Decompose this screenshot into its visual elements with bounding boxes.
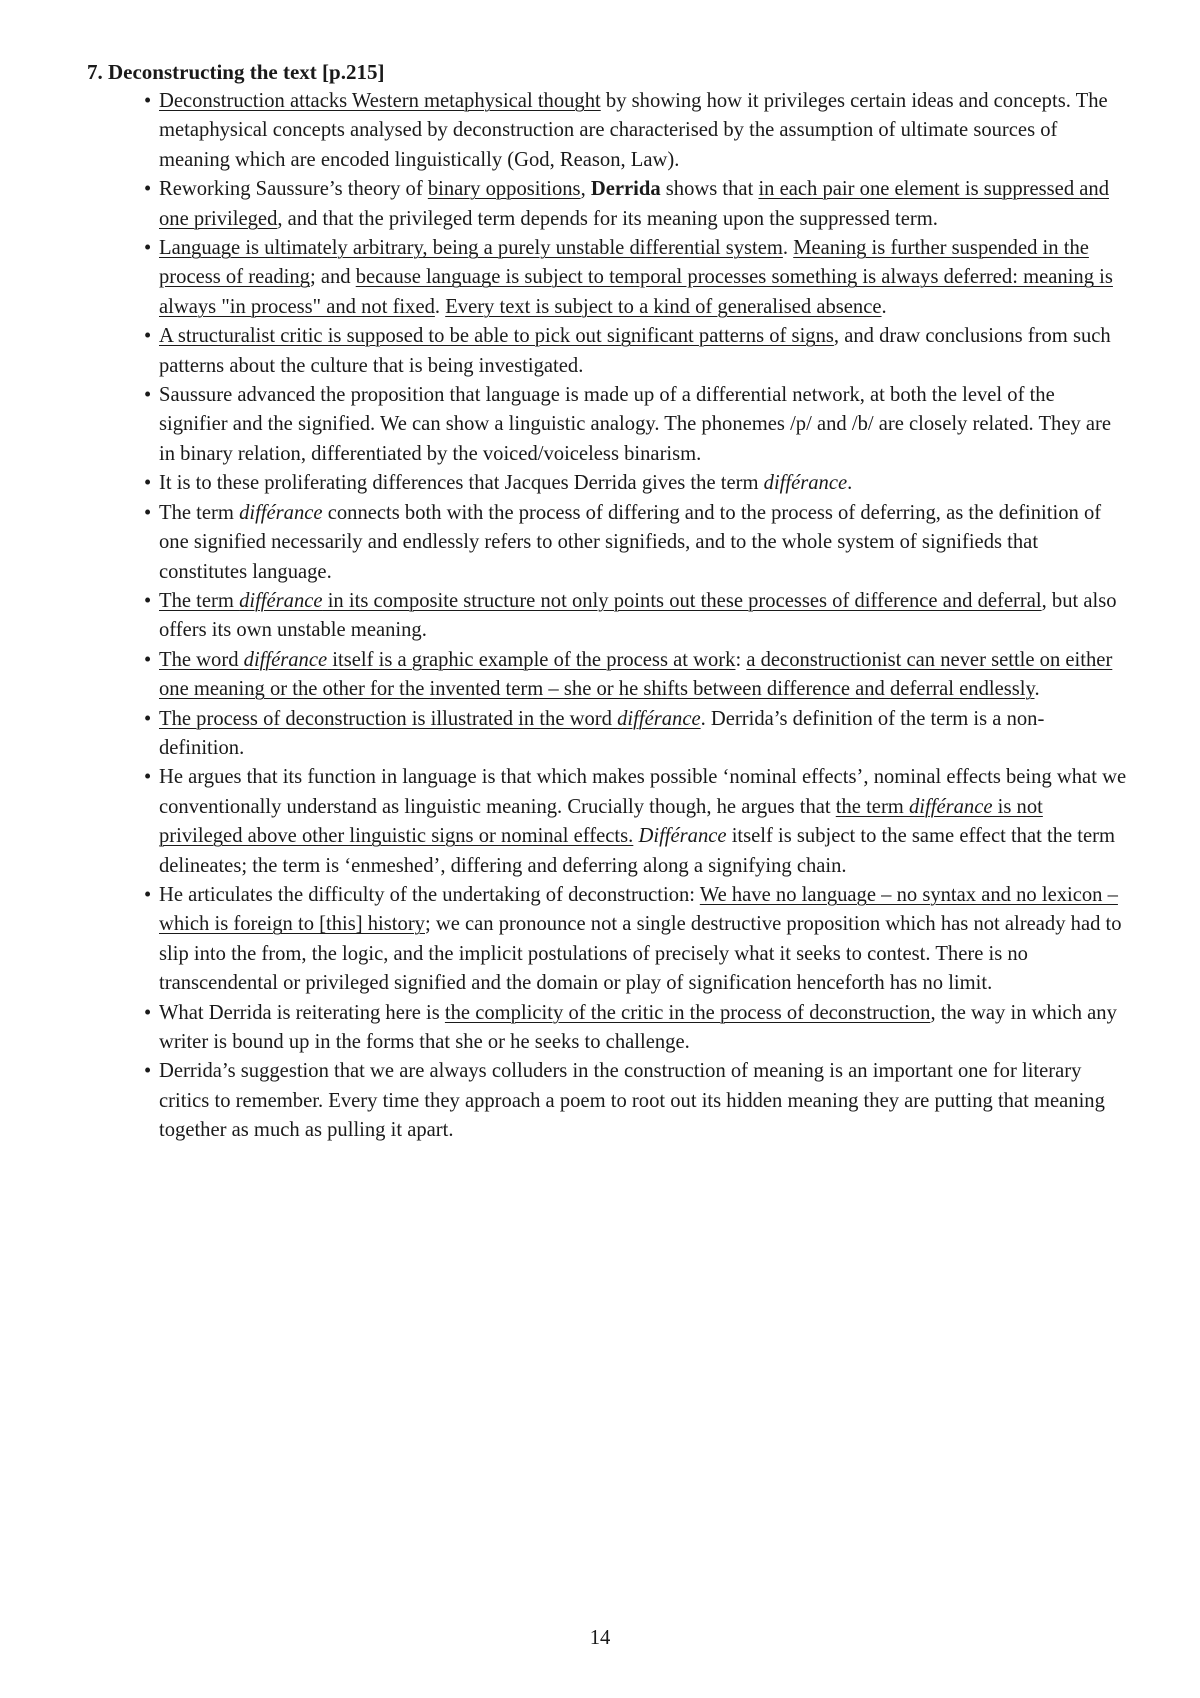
text-segment: He articulates the difficulty of the undertaking of deconstruction: xyxy=(159,883,700,906)
text-segment: , xyxy=(580,178,591,201)
text-segment: Derrida’s suggestion that we are always colluders in the construction of meaning is an important one for literary critics to remember. Every time they approach a poem to root out its hidden meaning they are putting that meaning together as much as pulling it apart. xyxy=(159,1060,1105,1142)
page-number: 14 xyxy=(589,1627,611,1649)
bullet-item xyxy=(87,705,1127,764)
text-segment: . xyxy=(847,472,853,495)
underlined-text: différance xyxy=(239,589,323,612)
bullet-list xyxy=(87,87,1127,1146)
bullet-marker: • xyxy=(144,1001,152,1024)
bullet-marker: • xyxy=(144,648,152,671)
text-segment: . Derrida’s definition of the term is a non-definition. xyxy=(159,707,1045,759)
text-segment: Saussure advanced the proposition that language is made up of a differential network, at both the level of the signifier and the signified. We can show a linguistic analogy. The phonemes /p/ and /b/ are closely related. They are in binary relation, differentiated by the voiced/voiceless binarism. xyxy=(159,384,1112,465)
underlined-text: The process of deconstruction is illustrated in the word xyxy=(159,707,618,730)
underlined-text: in each pair one element is suppressed and one privileged xyxy=(159,178,1109,230)
italic-text: Différance xyxy=(638,825,727,848)
bullet-item xyxy=(87,381,1127,469)
bullet-marker: • xyxy=(144,707,152,730)
bullet-marker: • xyxy=(144,766,152,789)
bullet-marker: • xyxy=(144,589,152,612)
bullet-item xyxy=(87,234,1127,322)
underlined-text: is not privileged above other linguistic signs or nominal effects. xyxy=(159,795,1043,848)
underlined-text: différance xyxy=(908,795,993,818)
text-segment: It is to these proliferating differences that Jacques Derrida gives the term xyxy=(159,472,764,495)
bullet-marker: • xyxy=(144,237,152,260)
bullet-item xyxy=(87,322,1127,381)
bullet-marker: • xyxy=(144,1060,152,1083)
text-segment: He argues that its function in language is that which makes possible ‘nominal effects’, nominal effects being what we conventionally understand as linguistic meaning. Crucially though, he argues that xyxy=(159,766,1127,818)
text-segment: Reworking Saussure’s theory of xyxy=(159,178,428,201)
bullet-item xyxy=(87,999,1127,1058)
underlined-text: We have no language – no syntax and no lexicon – which is foreign to [this] history xyxy=(159,883,1118,936)
text-segment: , the way in which any writer is bound up in the forms that she or he seeks to challenge. xyxy=(159,1001,1117,1053)
bullet-item xyxy=(87,1057,1127,1145)
bullet-marker: • xyxy=(144,178,152,201)
bullet-item xyxy=(87,646,1127,705)
bullet-marker: • xyxy=(144,384,152,407)
text-segment: , and that the privileged term depends for its meaning upon the suppressed term. xyxy=(277,207,938,230)
underlined-text: Every text is subject to a kind of generalised absence xyxy=(445,295,882,318)
bullet-marker: • xyxy=(144,883,152,906)
bullet-item xyxy=(87,881,1127,999)
text-segment: , and draw conclusions from such patterns about the culture that is being investigated. xyxy=(159,325,1111,377)
text-segment: The term xyxy=(159,501,240,524)
bullet-item xyxy=(87,763,1127,881)
underlined-text: binary oppositions xyxy=(427,178,581,201)
underlined-text: the complicity of the critic in the process of deconstruction xyxy=(444,1001,931,1024)
bullet-marker: • xyxy=(144,501,152,524)
document-body xyxy=(87,58,1127,1146)
section-heading: 7. Deconstructing the text [p.215] xyxy=(87,60,385,84)
text-segment: What Derrida is reiterating here is xyxy=(159,1001,445,1024)
underlined-text: A structuralist critic is supposed to be able to pick out significant patterns of signs xyxy=(159,325,834,348)
text-segment: shows that xyxy=(660,178,759,201)
bullet-item xyxy=(87,587,1127,646)
bold-text: Derrida xyxy=(590,178,661,201)
italic-text: différance xyxy=(239,501,323,524)
bullet-item xyxy=(87,499,1127,587)
bullet-item xyxy=(87,87,1127,175)
underlined-text: The term xyxy=(159,589,240,612)
bullet-item xyxy=(87,469,1127,498)
underlined-text: The word xyxy=(159,648,244,671)
underlined-text: because language is subject to temporal processes something is always deferred: meaning is always "in process" and not fixed xyxy=(159,266,1113,318)
underlined-text: in its composite structure not only points out these processes of difference and deferral xyxy=(322,589,1042,612)
underlined-text: a deconstructionist can never settle on either one meaning or the other for the invented term – she or he shifts between difference and deferral endlessly xyxy=(159,648,1113,701)
bullet-marker: • xyxy=(144,90,152,112)
bullet-item xyxy=(87,175,1127,234)
text-segment: connects both with the process of differing and to the process of deferring, as the definition of one signified necessarily and endlessly refers to other signifieds, and to the whole system of signifieds that constitutes language. xyxy=(159,501,1102,583)
text-segment: . xyxy=(1034,678,1040,701)
text-segment: : xyxy=(735,648,747,671)
text-segment: . xyxy=(881,295,887,318)
text-segment: itself is subject to the same effect that the term delineates; the term is ‘enmeshed’, differing and deferring along a signifying chain. xyxy=(159,825,1116,877)
bullet-marker: • xyxy=(144,472,152,495)
underlined-text: Meaning is further suspended in the process of reading xyxy=(159,237,1089,289)
text-segment: . xyxy=(434,295,446,318)
bullet-marker: • xyxy=(144,325,152,348)
text-segment: ; and xyxy=(309,266,356,289)
text-segment: by showing how it privileges certain ideas and concepts. The metaphysical concepts analysed by deconstruction are characterised by the assumption of ultimate sources of meaning which are encoded linguistically (God, Reason, Law). xyxy=(159,90,1108,171)
underlined-text: Deconstruction attacks Western metaphysical thought xyxy=(159,90,601,112)
underlined-text: Language is ultimately arbitrary, being a purely unstable differential system xyxy=(159,237,783,260)
italic-text: différance xyxy=(763,472,848,495)
underlined-text: itself is a graphic example of the process at work xyxy=(327,648,736,671)
underlined-text: différance xyxy=(617,707,701,730)
text-segment: ; we can pronounce not a single destructive proposition which has not already had to slip into the from, the logic, and the implicit postulations of precisely what it seeks to contest. There is no transcendental or privileged signified and the domain or play of signification henceforth has no limit. xyxy=(159,913,1122,995)
text-segment: , but also offers its own unstable meaning. xyxy=(159,589,1117,642)
text-segment: . xyxy=(782,237,794,260)
underlined-text: différance xyxy=(243,648,328,671)
underlined-text: the term xyxy=(835,795,909,818)
